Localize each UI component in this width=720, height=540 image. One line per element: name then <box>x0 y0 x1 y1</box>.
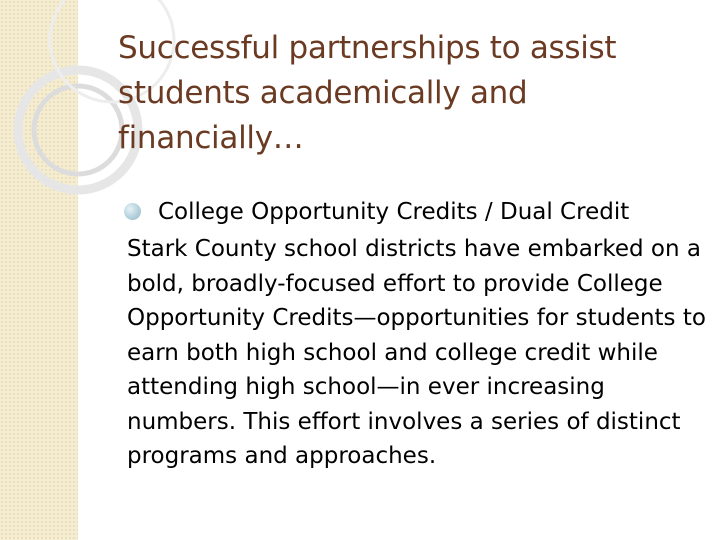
slide-title: Successful partnerships to assist students academically and financially… <box>118 30 617 156</box>
bullet-text: College Opportunity Credits / Dual Credit <box>158 199 630 225</box>
body-paragraph: Stark County school districts have embarked on a bold, broadly-focused effort to provide College Opportunity Credits—opportunities for students to earn both high school and college credit while attending high school—in ever increasing numbers. This effort involves a series of distinct programs and approaches. <box>127 236 706 469</box>
round-bullet-icon <box>124 203 141 220</box>
bullet-item <box>124 192 704 232</box>
